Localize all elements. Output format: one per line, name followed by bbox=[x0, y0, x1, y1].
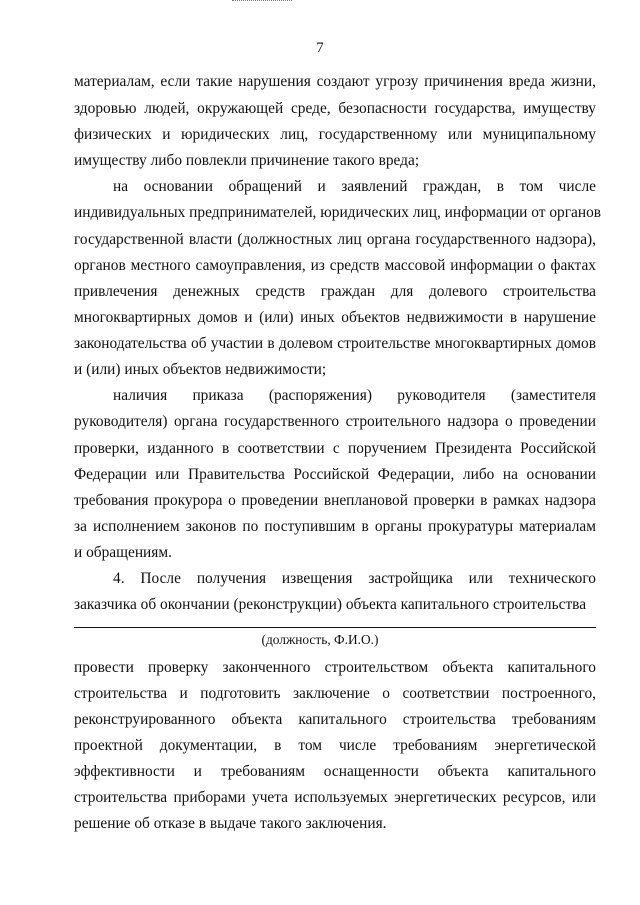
text-line: материалам, если такие нарушения создают угрозу причинения вреда жизни, bbox=[74, 73, 596, 90]
text-line: привлечения денежных средств граждан для долевого строительства bbox=[74, 283, 596, 300]
page-number: 7 bbox=[316, 40, 324, 56]
text-line: законодательства об участии в долевом строительстве многоквартирных домов bbox=[74, 335, 596, 352]
text-line: физических и юридических лиц, государственному или муниципальному bbox=[74, 126, 596, 143]
text-line: имуществу либо повлекли причинение такого вреда; bbox=[74, 152, 420, 169]
text-line: заказчика об окончании (реконструкции) объекта капитального строительства bbox=[74, 596, 587, 613]
text-line: эффективности и требованиям оснащенности объекта капитального bbox=[74, 763, 596, 780]
text-line: Федерации или Правительства Российской Федерации, либо на основании bbox=[74, 466, 596, 483]
text-line: реконструированного объекта капитального строительства требованиям bbox=[74, 711, 596, 728]
signature-caption: (должность, Ф.И.О.) bbox=[261, 632, 379, 647]
text-line: и (или) иных объектов недвижимости; bbox=[74, 361, 327, 378]
text-line: строительства и подготовить заключение о соответствии построенного, bbox=[74, 685, 596, 702]
text-line: за исполнением законов по поступившим в органы прокуратуры материалам bbox=[74, 518, 596, 535]
scan-edge-mark bbox=[232, 0, 292, 4]
text-line: здоровью людей, окружающей среде, безопасности государства, имуществу bbox=[74, 100, 596, 117]
text-line: государственной власти (должностных лиц органа государственного надзора), bbox=[74, 231, 596, 248]
text-line: индивидуальных предпринимателей, юридических лиц, информации от органов bbox=[74, 204, 602, 221]
text-line: и обращениям. bbox=[74, 544, 172, 561]
text-line: проектной документации, в том числе требованиям энергетической bbox=[74, 737, 596, 754]
text-line: провести проверку законченного строительством объекта капитального bbox=[74, 659, 596, 676]
text-line: строительства приборами учета используемых энергетических ресурсов, или bbox=[74, 789, 596, 806]
text-line: руководителя) органа государственного строительного надзора о проведении bbox=[74, 413, 596, 430]
text-line: на основании обращений и заявлений граждан, в том числе bbox=[113, 178, 596, 195]
text-line: решение об отказе в выдаче такого заключения. bbox=[74, 815, 387, 832]
text-line: 4. После получения извещения застройщика или технического bbox=[113, 570, 596, 587]
text-line: требования прокурора о проведении внеплановой проверки в рамках надзора bbox=[74, 492, 596, 509]
fill-in-underline bbox=[74, 627, 596, 628]
text-line: органов местного самоуправления, из средств массовой информации о фактах bbox=[74, 257, 596, 274]
text-line: многоквартирных домов и (или) иных объектов недвижимости в нарушение bbox=[74, 309, 596, 326]
text-line: проверки, изданного в соответствии с поручением Президента Российской bbox=[74, 440, 596, 457]
text-line: наличия приказа (распоряжения) руководителя (заместителя bbox=[113, 387, 596, 404]
